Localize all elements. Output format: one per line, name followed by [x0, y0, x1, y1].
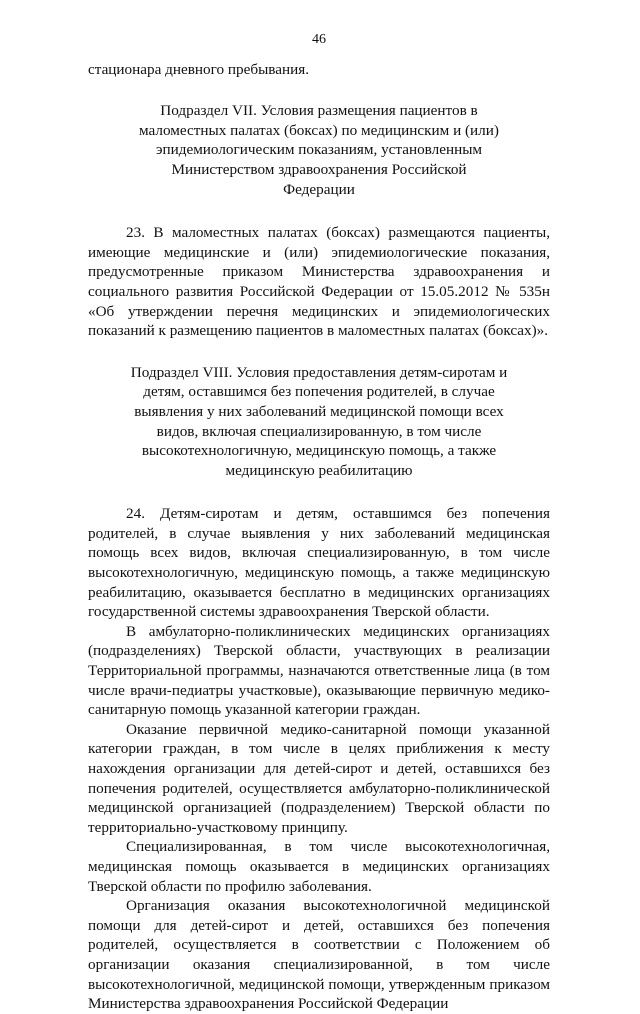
document-page	[88, 30, 550, 1014]
intro-line: стационара дневного пребывания.	[88, 60, 310, 78]
subsection-7-heading: Подраздел VII. Условия размещения пациентов в маломестных палатах (боксах) по медицинским и (или) эпидемиологическим показаниям, установленным Министерством здравоохранения Российской Федерации	[139, 102, 499, 198]
paragraph-high-tech-organization: Организация оказания высокотехнологичной медицинской помощи для детей-сирот и детей, оставшихся без попечения родителей, осуществляется в соответствии с Положением об организации оказания специализированной, в том числе высокотехнологичной, медицинской помощи, утвержденным приказом Министерства здравоохранения Российской Федерации	[88, 897, 550, 1013]
paragraph-ambulatory: В амбулаторно-поликлинических медицинских организациях (подразделениях) Тверской области, участвующих в реализации Территориальной программы, назначаются ответственные лица (в том числе врачи-педиатры участковые), оказывающие первичную медико-санитарную помощь указанной категории граждан.	[88, 622, 550, 719]
paragraph-24: 24. Детям-сиротам и детям, оставшимся без попечения родителей, в случае выявления у них заболеваний медицинская помощь всех видов, включая специализированную, в том числе высокотехнологичную, медицинскую помощь, а также медицинскую реабилитацию, оказывается бесплатно в медицинских организациях государственной системы здравоохранения Тверской области.	[88, 505, 550, 621]
paragraph-specialized-care: Специализированная, в том числе высокотехнологичная, медицинская помощь оказывается в медицинских организациях Тверской области по профилю заболевания.	[88, 838, 550, 895]
paragraph-primary-care: Оказание первичной медико-санитарной помощи указанной категории граждан, в том числе в целях приближения к месту нахождения организации для детей-сирот и детей, оставшихся без попечения родителей, осуществляется амбулаторно-поликлинической медицинской организацией (подразделением) Тверской области по территориально-участковому принципу.	[88, 720, 550, 836]
subsection-8-heading: Подраздел VIII. Условия предоставления детям-сиротам и детям, оставшимся без попечения родителей, в случае выявления у них заболеваний медицинской помощи всех видов, включая специализированную, в том числе высокотехнологичную, медицинскую помощь, а также медицинскую реабилитацию	[130, 363, 508, 479]
page-number: 46	[312, 32, 326, 47]
paragraph-23: 23. В маломестных палатах (боксах) размещаются пациенты, имеющие медицинские и (или) эпидемиологические показания, предусмотренные приказом Министерства здравоохранения и социального развития Российской Федерации от 15.05.2012 № 535н «Об утверждении перечня медицинских и эпидемиологических показаний к размещению пациентов в маломестных палатах (боксах)».	[88, 224, 550, 340]
